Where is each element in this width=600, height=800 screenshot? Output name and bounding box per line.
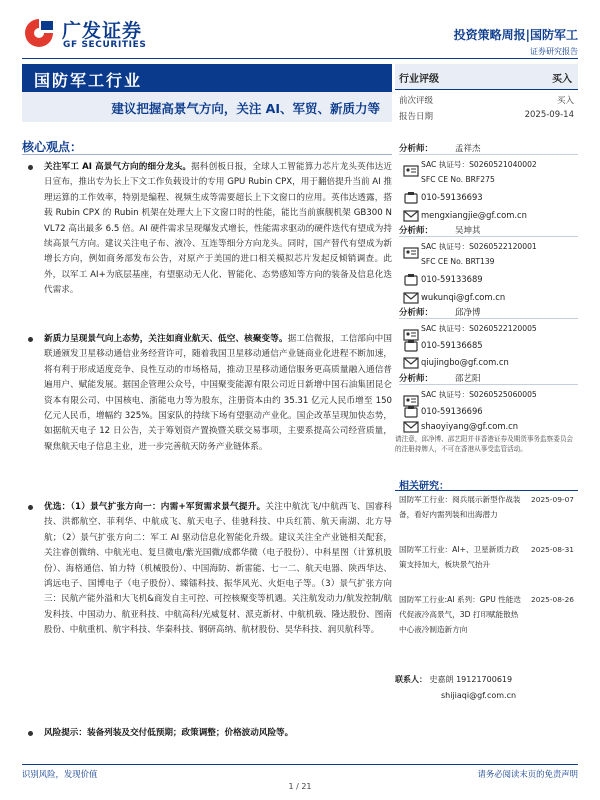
related-research-item[interactable] — [399, 592, 574, 637]
bullet-dot — [28, 505, 33, 510]
related-research-date: 2025-08-31 — [531, 545, 574, 554]
id-card-icon — [403, 246, 419, 260]
id-card-icon — [403, 164, 419, 178]
core-views-list — [24, 160, 392, 746]
analyst-email[interactable]: wukunqi@gf.com.cn — [421, 292, 506, 302]
related-research-date: 2025-09-07 — [531, 495, 574, 504]
analyst-card — [395, 306, 578, 372]
analyst-sfc: SFC CE No. BRT139 — [421, 257, 495, 266]
analyst-phone: 010-59136685 — [421, 340, 483, 350]
analyst-sac: SAC 执证号：S0260521040002 — [421, 160, 537, 169]
core-view-item — [24, 332, 392, 500]
analyst-name: 邵艺阳 — [455, 374, 481, 384]
analyst-sac: SAC 执证号：S0260522120005 — [421, 324, 537, 333]
email-icon — [403, 356, 419, 370]
report-type: 投资策略周报|国防军工 — [453, 28, 578, 42]
rating-label: 行业评级 — [399, 74, 439, 85]
email-icon — [403, 291, 419, 305]
footer-slogan: 识别风险，发现价值 — [22, 769, 98, 779]
report-kind: 证券研究报告 — [530, 47, 578, 56]
analyst-phone: 010-59136696 — [421, 406, 483, 416]
bullet-dot — [28, 337, 33, 342]
analyst-divider — [399, 384, 578, 385]
core-view-item — [24, 160, 392, 332]
phone-icon — [403, 273, 419, 287]
core-view-lead: 关注军工 AI 高景气方向的细分龙头。 — [44, 162, 192, 172]
core-views-title: 核心观点： — [22, 140, 83, 154]
analyst-sac: SAC 执证号：S0260525060005 — [421, 390, 537, 399]
related-research-item[interactable] — [399, 542, 574, 572]
logo-text-en: GF SECURITIES — [63, 40, 147, 50]
contact-phone: 19121700619 — [456, 675, 513, 684]
report-date-row — [399, 110, 574, 122]
bullet-dot — [28, 165, 33, 170]
analyst-phone: 010-59133689 — [421, 274, 483, 284]
industry-title-band — [22, 64, 392, 92]
analyst-card — [395, 372, 578, 438]
industry-title: 国防军工行业 — [34, 71, 143, 90]
related-research-title: 相关研究： — [399, 481, 449, 492]
risk-warning-lead: 风险提示： — [44, 728, 87, 738]
contact-name: 史嘉朗 — [429, 675, 454, 684]
related-research-text: 国防军工行业：AI+、卫星新质力政策支持加大，板块景气抬升 — [399, 545, 520, 569]
logo-text-cn: 广发证券 — [62, 20, 143, 42]
analyst-divider — [399, 318, 578, 319]
analyst-email[interactable]: shaoyiyang@gf.com.cn — [421, 421, 519, 431]
email-icon — [403, 420, 419, 434]
analyst-email[interactable]: mengxiangjie@gf.com.cn — [421, 210, 527, 220]
core-views-divider — [22, 154, 392, 155]
analyst-name: 吴坤其 — [455, 226, 481, 236]
core-view-item — [24, 500, 392, 726]
phone-icon — [403, 339, 419, 353]
risk-warning-item — [24, 726, 392, 746]
analyst-divider — [399, 236, 578, 237]
page-header — [0, 0, 600, 64]
related-research-item[interactable] — [399, 492, 574, 522]
previous-rating-label: 前次评级 — [399, 96, 434, 106]
core-view-text: 据工信微报，工信部向中国联通颁发卫星移动通信业务经营许可，随着我国卫星移动通信产业链商业化进程不断加速，将有利于形成适度竞争、良性互动的市场格局，推动卫星移动通信服务更高质量融入通信普遍用户、赋能发展。据国企管理公众号，中国聚变能源有限公司近日新增中国石油集团昆仑资本有限公司、中国核电、浙能电力等为股东，注册资本由约 35.31 亿元人民币增至 150 亿元人民币，增幅约 325%。国家队的持续下场有望驱动产业化。国企改革呈现加快态势，如据航天电子 12 日公告，关于筹划资产置换暨关联交易事项，主要系提高公司经营质量，聚焦航天电子信息主业，进一步完善航天防务产业链体系。 — [44, 334, 392, 452]
previous-rating-value: 买入 — [556, 96, 574, 106]
analyst-name: 邱净博 — [455, 308, 481, 318]
risk-warning-text: 装备列装及交付低预期；政策调整；价格波动风险等。 — [86, 728, 294, 738]
analyst-sac: SAC 执证号：S0260522120001 — [421, 242, 537, 251]
gf-securities-logo — [22, 14, 172, 54]
contact-block — [395, 672, 578, 704]
report-subtitle-band — [22, 92, 392, 122]
report-subtitle: 建议把握高景气方向，关注 AI、军贸、新质力等 — [111, 101, 380, 116]
report-date-value: 2025-09-14 — [524, 110, 574, 120]
analyst-phone: 010-59136693 — [421, 192, 483, 202]
core-view-lead: 优选：（1）景气扩张方向一：内需+军贸需求景气提升。 — [44, 502, 266, 512]
core-view-text: 据科创板日报，全球人工智能算力芯片龙头英伟达近日宣布，推出专为长上下文工作负载设计的专用 GPU Rubin CPX，用于翻倍提升当前 AI 推理运算的工作效率，特别是编程、视频生成等需要超长上下文窗口的应用。英伟达透露，搭载 Rubin CPX 的 Rubin 机架在处理大上下文窗口时的性能，能比当前旗舰机架 GB300 NVL72 高出最多 6.5 倍。AI 硬件需求呈现爆发式增长，性能需求驱动的硬件迭代有望成为持续高景气方向。建议关注电子布、液冷、互连等细分方向龙头。同时，国产替代有望成为新增长方向，例如商务部发布公告，对原产于美国的进口相关模拟芯片发起反倾销调查。此外，以军工 AI+为底层基座，有望驱动无人化、智能化、态势感知等方向的装备及信息化迭代需求。 — [44, 162, 393, 296]
bullet-dot — [28, 731, 33, 736]
analyst-label: 分析师： — [399, 374, 434, 384]
core-view-text: 关注中航沈飞/中航西飞、国睿科技、洪都航空、菲利华、中航成飞、航天电子、佳驰科技、中兵红箭、航天南湖、北方导航；（2）景气扩张方向二：军工 AI 驱动信息化智能化升级。建议关注全产业链相关配套，关注睿创微纳、中航光电、复旦微电/紫光国微/成都华微（电子股份）、中科星图（计算机股份）、海格通信、铂力特（机械股份）、中国海防、新雷能、七一二、航天电器、陕西华达、鸿远电子、国博电子（电子股份）、臻镭科技、振华风光、火炬电子等。（3）景气扩张方向三：民航产能外溢和大飞机&商发自主可控、可控核聚变等机遇。关注航发动力/航发控制/航发科技、中国动力、航亚科技、中航高科/光威复材、派克新材、中航机载、隆达股份、图南股份、中航重机、航宇科技、华秦科技、钢研高纳、航材股份、昊华科技、润贝航科等。 — [44, 502, 392, 636]
analyst-card — [395, 224, 578, 310]
report-date-label: 报告日期 — [399, 112, 434, 122]
analyst-sfc: SFC CE No. BRF275 — [421, 175, 495, 184]
phone-icon — [403, 405, 419, 419]
contact-email[interactable]: shijiaqi@gf.com.cn — [441, 691, 517, 700]
licensing-note: 请注意，邱净博、邵艺阳并非香港证券及期货事务监察委员会的注册持牌人，不可在香港从事受监管活动。 — [395, 435, 574, 453]
core-view-lead: 新质力呈现景气向上态势，关注如商业航天、低空、核聚变等。 — [44, 334, 288, 344]
related-research-text: 国防军工行业:AI 系列：GPU 性能迭代促液冷高景气，3D 打印赋能散热中心液冷制造新方向 — [399, 595, 521, 634]
analyst-divider — [399, 154, 578, 155]
footer-disclaimer-link[interactable]: 请务必阅读末页的免责声明 — [477, 769, 578, 779]
rating-header — [395, 64, 578, 90]
previous-rating-row — [399, 94, 574, 106]
analyst-name: 孟祥杰 — [455, 144, 481, 154]
contact-label: 联系人： — [395, 675, 427, 684]
related-research-date: 2025-08-26 — [531, 595, 574, 604]
rating-value: 买入 — [552, 74, 572, 85]
gf-logo-icon — [22, 16, 56, 50]
related-research-text: 国防军工行业：阅兵展示新型作战装备，看好内需列装和出海潜力 — [399, 495, 521, 519]
contact-row — [395, 672, 578, 688]
analyst-email[interactable]: qiujingbo@gf.com.cn — [421, 357, 509, 367]
analyst-card — [395, 142, 578, 228]
related-research-header — [395, 475, 578, 491]
header-divider — [22, 58, 578, 59]
analyst-label: 分析师： — [399, 144, 434, 154]
footer-divider — [22, 764, 578, 765]
analyst-label: 分析师： — [399, 308, 434, 318]
email-icon — [403, 209, 419, 223]
analyst-label: 分析师： — [399, 226, 434, 236]
page-number: 1 / 21 — [288, 782, 312, 791]
phone-icon — [403, 191, 419, 205]
